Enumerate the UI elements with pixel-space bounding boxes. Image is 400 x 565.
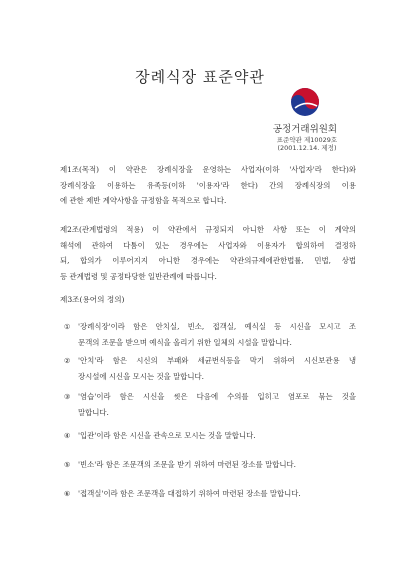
definition-item bbox=[64, 389, 356, 421]
item-line: '빈소'라 함은 조문객의 조문을 받기 위하여 마련된 장소를 말합니다. bbox=[78, 460, 296, 469]
item-line: 장시설에 시신을 모시는 것을 말합니다. bbox=[78, 372, 204, 381]
standard-number: 표준약관 제10029호 bbox=[276, 136, 338, 144]
article-2-line: 해석에 관하여 다툼이 있는 경우에는 사업자와 이용자가 합의하여 결정하 bbox=[60, 240, 356, 250]
item-line: '안치'라 함은 시신의 부패와 세균번식등을 막기 위하여 시신보관용 냉 bbox=[78, 356, 356, 365]
item-line: 문객의 조문을 받으며 예식을 올리기 위한 일체의 시설을 말합니다. bbox=[78, 338, 292, 347]
enactment-date: (2001.12.14. 제정) bbox=[277, 144, 337, 152]
item-number: ③ bbox=[64, 392, 71, 401]
item-number: ⑤ bbox=[64, 460, 71, 469]
article-1-line: 제1조(목적) 이 약관은 장례식장을 운영하는 사업자(이하 '사업자'라 한다)와 bbox=[60, 165, 356, 174]
item-line: '입관'이라 함은 시신을 관속으로 모시는 것을 말합니다. bbox=[78, 431, 256, 440]
definition-item bbox=[64, 428, 356, 444]
item-number: ② bbox=[64, 356, 71, 365]
organization-name: 공정거래위원회 bbox=[272, 124, 338, 135]
article-1 bbox=[60, 162, 356, 209]
article-2-line: 제2조(관계법령의 적용) 이 약관에서 규정되지 아니한 사항 또는 이 계약의 bbox=[60, 225, 356, 234]
item-line: '장례식장'이라 함은 안치실, 빈소, 접객실, 예식실 등 시신을 모시고 조 bbox=[78, 322, 356, 331]
article-1-line: 에 관한 제반 계약사항을 규정함을 목적으로 합니다. bbox=[60, 196, 227, 205]
article-1-line: 장례식장을 이용하는 유족등(이하 '이용자'라 한다) 간의 장례식장의 이용 bbox=[60, 180, 356, 190]
article-2 bbox=[60, 222, 356, 284]
document-title: 장례식장 표준약관 bbox=[135, 68, 265, 86]
item-number: ⑥ bbox=[64, 489, 71, 498]
item-number: ① bbox=[64, 322, 71, 331]
definition-item bbox=[64, 486, 356, 502]
article-2-line: 등 관계법령 및 공정타당한 일반관례에 따릅니다. bbox=[60, 271, 217, 281]
item-line: 말합니다. bbox=[78, 408, 109, 417]
definition-item bbox=[64, 319, 356, 351]
item-number: ④ bbox=[64, 431, 71, 440]
item-line: '접객실'이라 함은 조문객을 대접하기 위하여 마련된 장소를 말합니다. bbox=[78, 489, 301, 498]
definition-item bbox=[64, 457, 356, 473]
article-3-heading: 제3조(용어의 정의) bbox=[60, 295, 125, 304]
article-2-line: 되, 합의가 이루어지지 아니한 경우에는 약관의규제에관한법률, 민법, 상법 bbox=[60, 256, 356, 265]
item-line: '염습'이라 함은 시신을 씻은 다음에 수의를 입히고 염포로 묶는 것을 bbox=[78, 392, 356, 401]
definition-item bbox=[64, 353, 356, 385]
government-taegeuk-logo-icon bbox=[289, 86, 321, 118]
